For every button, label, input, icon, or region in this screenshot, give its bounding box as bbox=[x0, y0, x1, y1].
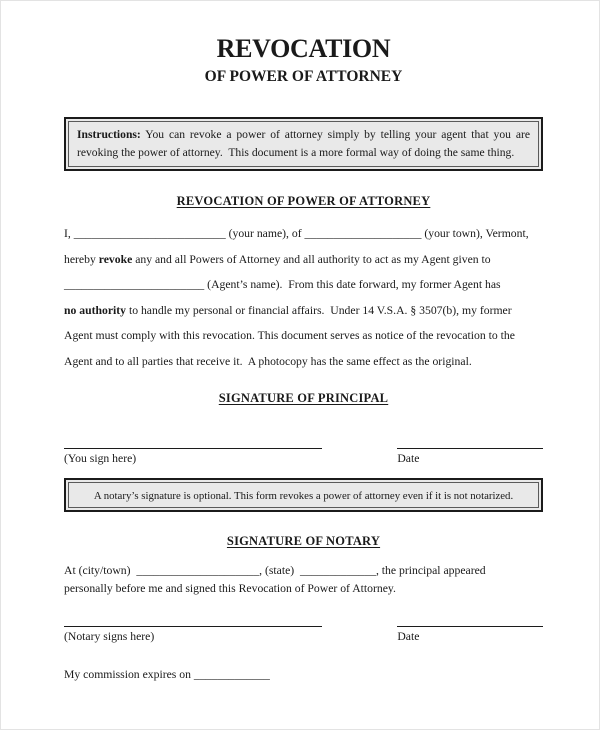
paragraph-line-2-bold: revoke bbox=[98, 252, 133, 266]
instructions-box bbox=[64, 117, 543, 171]
revocation-paragraph bbox=[64, 221, 543, 374]
notary-note-box bbox=[64, 478, 543, 512]
notary-signature-row bbox=[64, 626, 543, 644]
paragraph-line-6: Agent and to all parties that receive it. A photocopy has the same effect as the original. bbox=[64, 354, 472, 368]
paragraph-line-3: ________________________ (Agent’s name). From this date forward, my former Agent has bbox=[64, 278, 501, 291]
notary-line-1: At (city/town) _____________________, (state) _____________, the principal appeared bbox=[64, 564, 486, 577]
paragraph-line-4 bbox=[64, 298, 543, 324]
paragraph-line-5: Agent must comply with this revocation. This document serves as notice of the revocation to the bbox=[64, 329, 515, 342]
notary-note-text: A notary’s signature is optional. This form revokes a power of attorney even if it is not notarized. bbox=[93, 490, 514, 502]
notary-paragraph bbox=[64, 562, 543, 598]
principal-date-field bbox=[397, 448, 543, 466]
instructions-box-inner bbox=[68, 121, 539, 167]
instructions-body: You can revoke a power of attorney simply by telling your agent that you are revoking the power of attorney. This document is a more formal way of doing the same thing. bbox=[77, 128, 533, 159]
principal-date-label: Date bbox=[397, 452, 420, 465]
section-heading-principal: SIGNATURE OF PRINCIPAL bbox=[218, 391, 389, 405]
paragraph-line-2 bbox=[64, 247, 543, 273]
principal-signature-row bbox=[64, 448, 543, 466]
notary-signature-field bbox=[64, 626, 322, 644]
notary-date-field bbox=[397, 626, 543, 644]
principal-signature-label: (You sign here) bbox=[64, 452, 137, 465]
paragraph-line-2-pre: hereby bbox=[64, 252, 99, 266]
paragraph-line-1: I, __________________________ (your name), of ____________________ (your town), Vermont, bbox=[64, 227, 529, 240]
document-title: REVOCATION bbox=[216, 34, 391, 63]
paragraph-line-2-rest: any and all Powers of Attorney and all authority to act as my Agent given to bbox=[132, 252, 491, 266]
document-subtitle: OF POWER OF ATTORNEY bbox=[204, 68, 403, 85]
section-heading-notary: SIGNATURE OF NOTARY bbox=[226, 534, 381, 548]
notary-date-label: Date bbox=[397, 630, 420, 643]
paragraph-line-4-bold: no authority bbox=[64, 303, 127, 317]
section-heading-revocation: REVOCATION OF POWER OF ATTORNEY bbox=[176, 194, 431, 208]
paragraph-line-4-rest: to handle my personal or financial affairs. Under 14 V.S.A. § 3507(b), my former bbox=[126, 303, 512, 317]
notary-line-2: personally before me and signed this Revocation of Power of Attorney. bbox=[64, 582, 396, 595]
instructions-text bbox=[77, 126, 533, 162]
commission-line: My commission expires on _____________ bbox=[64, 668, 270, 681]
principal-signature-field bbox=[64, 448, 322, 466]
notary-signature-label: (Notary signs here) bbox=[64, 630, 155, 643]
instructions-label: Instructions: bbox=[77, 128, 141, 141]
notary-note-box-inner bbox=[68, 482, 539, 508]
